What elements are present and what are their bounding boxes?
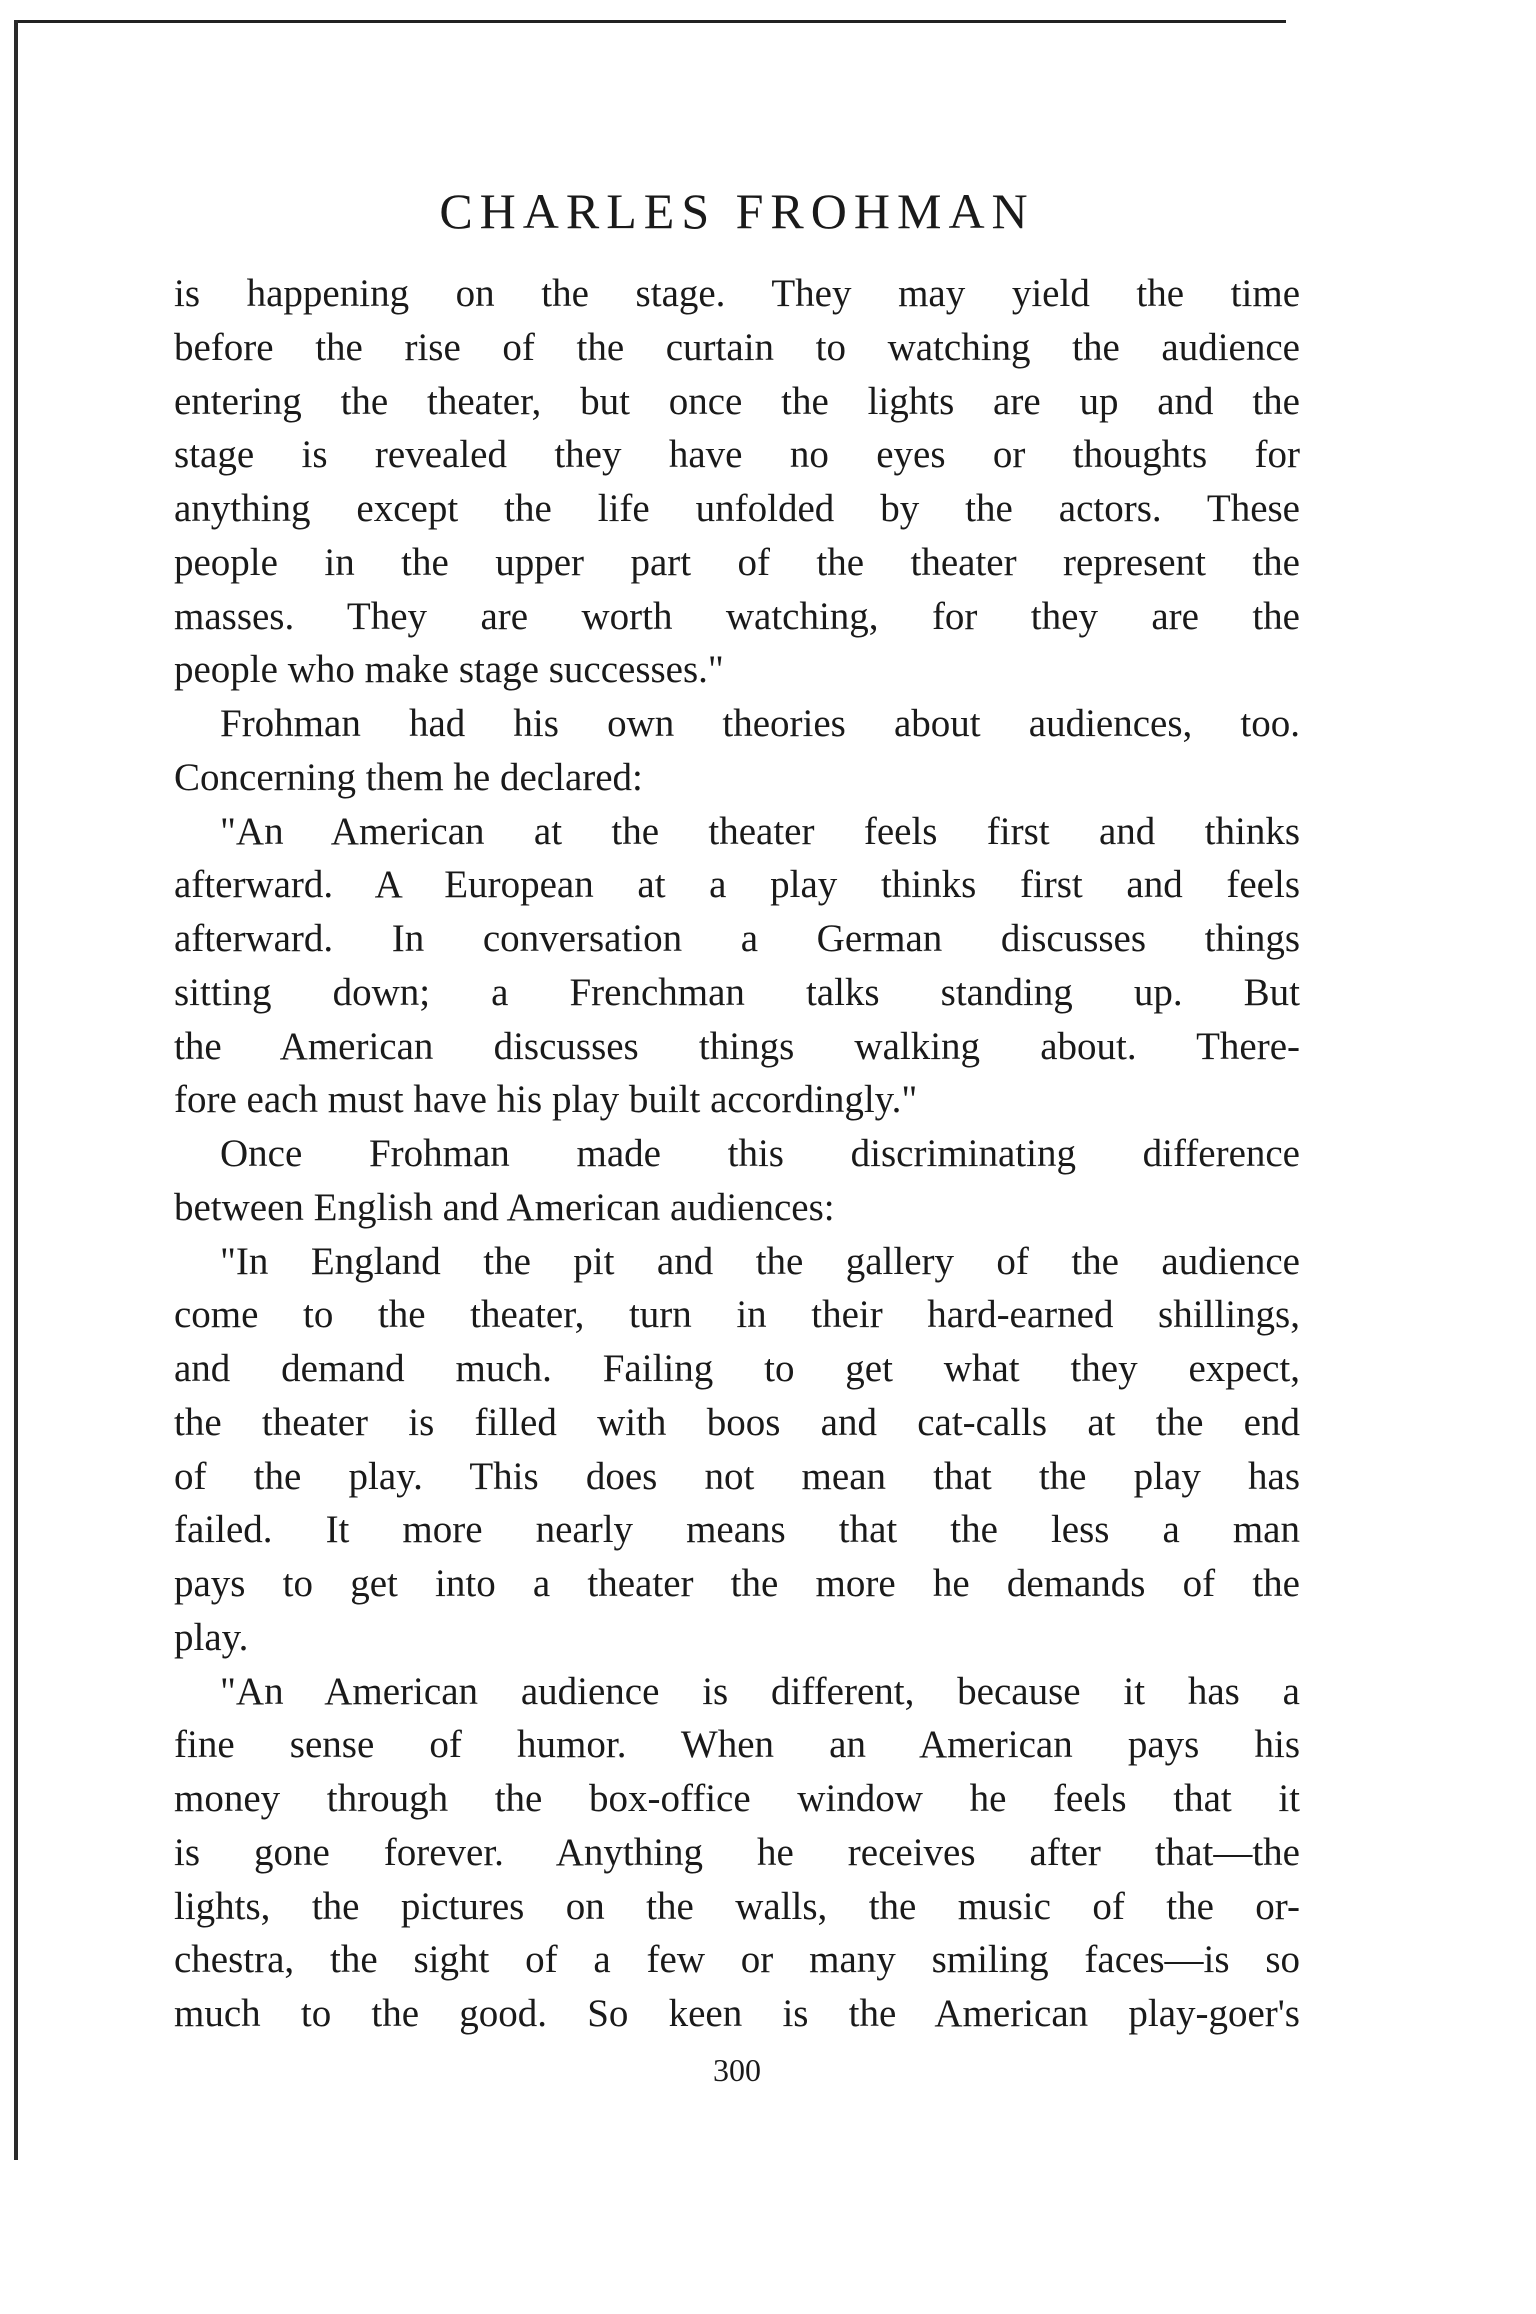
page-edge-top <box>16 20 1286 23</box>
text-line: money through the box-office window he feels that it <box>174 1777 1300 1820</box>
text-line: and demand much. Failing to get what they expect, <box>174 1347 1300 1390</box>
text-line: fore each must have his play built accordingly." <box>174 1078 918 1122</box>
text-line: Once Frohman made this discriminating difference <box>220 1132 1300 1175</box>
paragraph <box>174 1235 1300 1665</box>
page-edge-left <box>14 20 18 2160</box>
text-line: "An American audience is different, because it has a <box>220 1669 1300 1713</box>
text-line: entering the theater, but once the lights are up and the <box>174 379 1300 423</box>
text-line: sitting down; a Frenchman talks standing up. But <box>174 970 1300 1014</box>
text-line: stage is revealed they have no eyes or thoughts for <box>174 433 1300 477</box>
text-line: much to the good. So keen is the American play-goer's <box>174 1992 1300 2035</box>
text-line: is happening on the stage. They may yield the time <box>174 272 1300 315</box>
text-line: chestra, the sight of a few or many smiling faces—is so <box>174 1938 1300 1982</box>
paragraph <box>174 267 1300 697</box>
paragraph <box>174 1665 1300 2041</box>
text-line: afterward. A European at a play thinks first and feels <box>174 863 1300 907</box>
text-line: failed. It more nearly means that the less a man <box>174 1508 1300 1552</box>
text-line: people who make stage successes." <box>174 648 724 692</box>
text-line: Frohman had his own theories about audiences, too. <box>220 702 1300 745</box>
text-line: the theater is filled with boos and cat-calls at the end <box>174 1400 1300 1444</box>
text-line: anything except the life unfolded by the actors. These <box>174 487 1300 530</box>
text-line: "An American at the theater feels first and thinks <box>220 809 1300 853</box>
text-line: between English and American audiences: <box>174 1185 835 1229</box>
text-line: lights, the pictures on the walls, the music of the or- <box>174 1884 1300 1928</box>
text-line: come to the theater, turn in their hard-earned shillings, <box>174 1293 1300 1337</box>
text-line: afterward. In conversation a German discusses things <box>174 917 1300 960</box>
text-line: masses. They are worth watching, for they are the <box>174 594 1300 638</box>
text-line: pays to get into a theater the more he demands of the <box>174 1562 1300 1605</box>
text-line: before the rise of the curtain to watching the audience <box>174 325 1300 369</box>
paragraph <box>174 1127 1300 1235</box>
text-line: people in the upper part of the theater represent the <box>174 540 1300 584</box>
text-line: "In England the pit and the gallery of the audience <box>220 1239 1300 1283</box>
page-number: 300 <box>713 2052 761 2088</box>
text-line: is gone forever. Anything he receives after that—the <box>174 1830 1300 1874</box>
running-header: CHARLES FROHMAN <box>439 183 1035 239</box>
paragraph <box>174 697 1300 805</box>
text-line: of the play. This does not mean that the play has <box>174 1454 1300 1498</box>
text-line: Concerning them he declared: <box>174 755 643 799</box>
text-line: play. <box>174 1615 249 1659</box>
text-line: the American discusses things walking about. There- <box>174 1024 1300 1068</box>
paragraph <box>174 805 1300 1128</box>
body-text <box>174 267 1300 2041</box>
text-line: fine sense of humor. When an American pays his <box>174 1723 1300 1767</box>
